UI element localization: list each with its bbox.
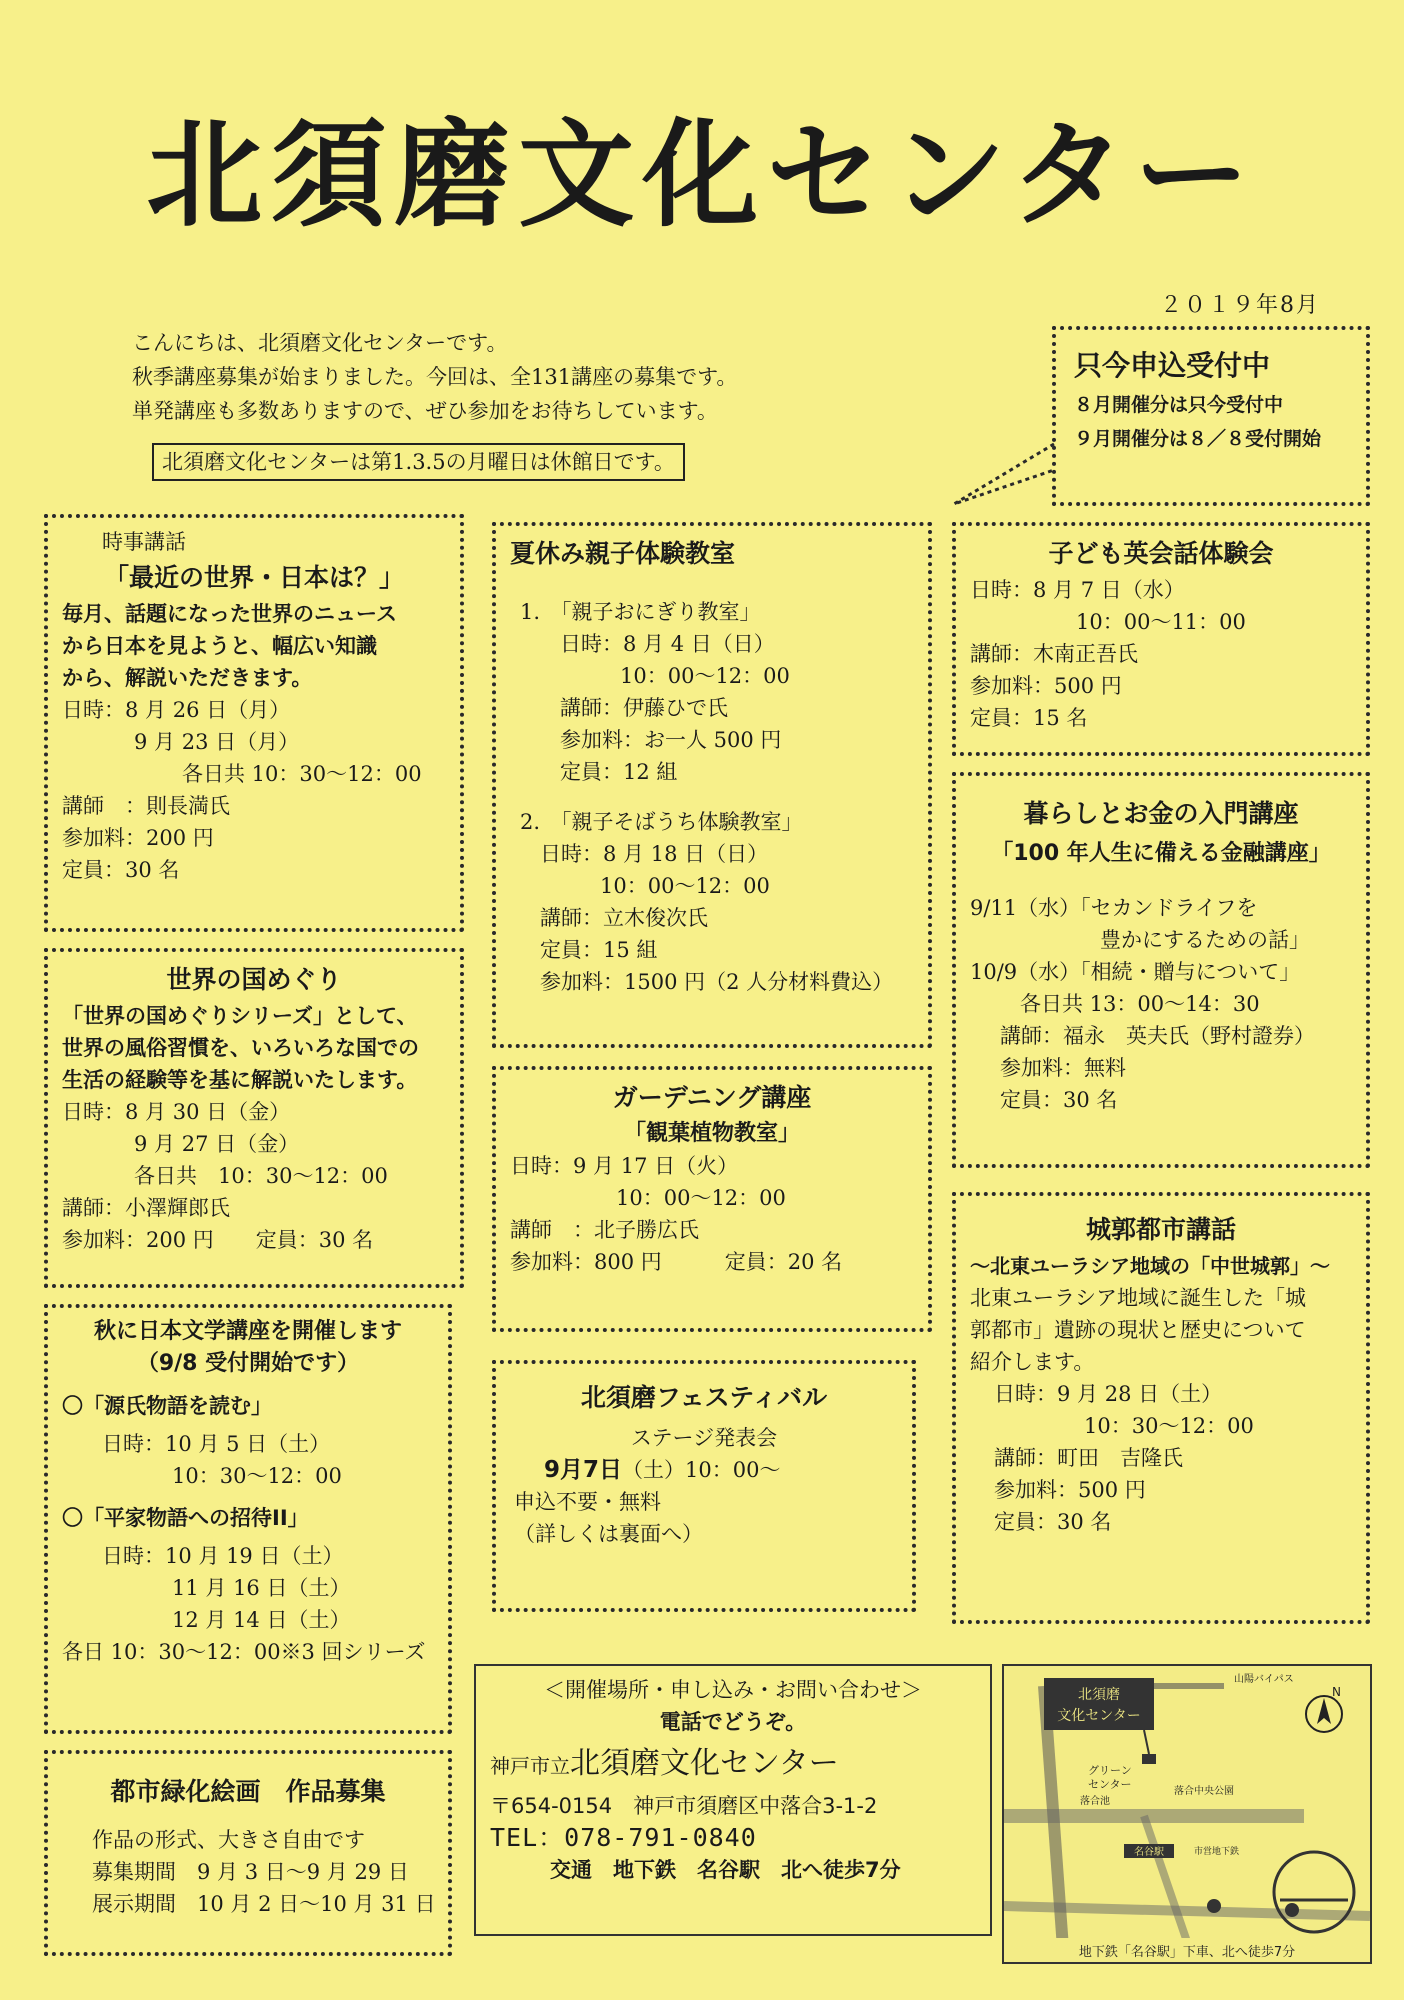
desc-line: 生活の経験等を基に解説いたします。 xyxy=(62,1068,418,1092)
event-date: 日時：9 月 17 日（火） xyxy=(510,1154,739,1178)
gardening-section xyxy=(492,1066,932,1332)
world-tour-section xyxy=(44,948,464,1288)
desc-line: 世界の風俗習慣を、いろいろな国での xyxy=(62,1036,419,1060)
event-time: 10：00〜12：00 xyxy=(616,1186,786,1210)
callout-line: ９月開催分は８／８受付開始 xyxy=(1074,428,1322,450)
fee-capacity: 参加料：200 円 定員：30 名 xyxy=(62,1228,374,1252)
lecturer: 講師：立木俊次氏 xyxy=(540,906,708,930)
access-map xyxy=(1002,1664,1372,1964)
org-name: 北須磨文化センター xyxy=(570,1746,839,1781)
event-date: 日時：8 月 18 日（日） xyxy=(540,842,769,866)
capacity: 定員：12 組 xyxy=(560,760,678,784)
desc-line: 北東ユーラシア地域に誕生した「城 xyxy=(970,1286,1306,1310)
section-subtitle: 「100 年人生に備える金融講座」 xyxy=(991,841,1331,866)
lecturer: 講師 ：北子勝広氏 xyxy=(510,1218,699,1242)
capacity: 定員：15 名 xyxy=(970,706,1088,730)
intro-line: 秋季講座募集が始まりました。今回は、全131講座の募集です。 xyxy=(132,365,738,389)
capacity: 定員：30 名 xyxy=(62,858,180,882)
section-title: 秋に日本文学講座を開催します xyxy=(93,1319,402,1344)
contact-access: 交通 地下鉄 名谷駅 北へ徒歩7分 xyxy=(550,1858,901,1882)
section-title: ガーデニング講座 xyxy=(612,1083,812,1112)
lecture-title: 2. 「親子そばうち体験教室」 xyxy=(520,810,803,834)
event-time: 各日共 13：00〜14：30 xyxy=(1020,992,1260,1016)
lecturer: 講師：小澤輝郎氏 xyxy=(62,1196,230,1220)
capacity: 定員：15 組 xyxy=(540,938,658,962)
closed-day-notice: 北須磨文化センターは第1.3.5の月曜日は休館日です。 xyxy=(152,443,685,481)
fee: 参加料：200 円 xyxy=(62,826,214,850)
section-title: 北須磨フェスティバル xyxy=(580,1383,828,1412)
desc-line: 「世界の国めぐりシリーズ」として、 xyxy=(62,1004,418,1028)
session-line: 9/11（水）「セカンドライフを xyxy=(970,896,1258,920)
event-time: 各日共 10：30〜12：00 xyxy=(182,762,422,786)
map-label-pond: 落合池 xyxy=(1080,1796,1110,1807)
north-label: N xyxy=(1332,1685,1341,1699)
kids-english-section xyxy=(952,522,1370,756)
event-time: 10：00〜12：00 xyxy=(620,664,790,688)
event-date: 日時：8 月 7 日（水） xyxy=(970,578,1185,602)
fee-capacity: 参加料：800 円 定員：20 名 xyxy=(510,1250,843,1274)
callout-title: 只今申込受付中 xyxy=(1074,349,1271,382)
event-date: 9 月 27 日（金） xyxy=(134,1132,300,1156)
lecturer: 講師 ：則長満氏 xyxy=(62,794,230,818)
map-label-station: 名谷駅 xyxy=(1134,1847,1164,1858)
desc-line: 毎月、話題になった世界のニュース xyxy=(62,602,397,626)
section-subtitle: 〜北東ユーラシア地域の「中世城郭」〜 xyxy=(970,1254,1330,1278)
lecture-title: 〇「平家物語への招待II」 xyxy=(62,1506,309,1530)
literature-section xyxy=(44,1304,452,1734)
event-date: 日時：9 月 28 日（土） xyxy=(994,1382,1223,1406)
capacity: 定員：30 名 xyxy=(994,1510,1112,1534)
festival-line: （詳しくは裏面へ） xyxy=(514,1522,703,1546)
session-line: 豊かにするための話」 xyxy=(1100,928,1310,952)
map-label-green: グリーン xyxy=(1088,1764,1132,1777)
fee: 参加料：お一人 500 円 xyxy=(560,728,782,752)
section-title: 夏休み親子体験教室 xyxy=(510,539,736,568)
event-date: 日時：10 月 19 日（土） xyxy=(102,1544,344,1568)
callout-line: ８月開催分は只今受付中 xyxy=(1074,394,1284,416)
event-date: 9 月 23 日（月） xyxy=(134,730,300,754)
event-note: 各日 10：30〜12：00※3 回シリーズ xyxy=(62,1640,426,1664)
painting-line: 作品の形式、大きさ自由です xyxy=(92,1828,365,1852)
lecturer: 講師：木南正吾氏 xyxy=(970,642,1138,666)
map-center-label: 文化センター xyxy=(1057,1708,1141,1724)
capacity: 定員：30 名 xyxy=(1000,1088,1118,1112)
summer-kids-section xyxy=(492,522,932,1048)
section-title: 「最近の世界・日本は？」 xyxy=(103,563,404,592)
event-time: 10：30〜12：00 xyxy=(172,1464,342,1488)
section-title: 都市緑化絵画 作品募集 xyxy=(110,1777,386,1806)
desc-line: から、解説いただきます。 xyxy=(62,666,313,690)
map-label-bypass: 山陽バイパス xyxy=(1234,1674,1294,1685)
org-prefix: 神戸市立 xyxy=(490,1754,570,1778)
intro-line: こんにちは、北須磨文化センターです。 xyxy=(132,331,508,355)
contact-address: 〒654-0154 神戸市須磨区中落合3-1-2 xyxy=(490,1794,878,1818)
painting-section xyxy=(44,1750,452,1956)
event-date: 日時：8 月 26 日（月） xyxy=(62,698,291,722)
event-date: 12 月 14 日（土） xyxy=(172,1608,351,1632)
section-title: 子ども英会話体験会 xyxy=(1048,539,1274,568)
map-center-label: 北須磨 xyxy=(1078,1687,1120,1703)
painting-line: 募集期間 9 月 3 日〜9 月 29 日 xyxy=(92,1860,409,1884)
fee: 参加料：500 円 xyxy=(994,1478,1146,1502)
event-date: 日時：10 月 5 日（土） xyxy=(102,1432,331,1456)
fee: 参加料：500 円 xyxy=(970,674,1122,698)
current-events-section xyxy=(44,514,464,932)
event-time: 10：00〜11：00 xyxy=(1076,610,1246,634)
page-title: 北須磨文化センター xyxy=(146,108,1258,243)
lecturer: 講師：福永 英夫氏（野村證券） xyxy=(1000,1024,1315,1048)
issue-date: ２０１９年8月 xyxy=(1160,293,1320,318)
map-label-subway: 市営地下鉄 xyxy=(1194,1847,1240,1857)
section-subtitle: ステージ発表会 xyxy=(630,1426,778,1450)
section-title: 城郭都市講話 xyxy=(1085,1215,1236,1244)
fee: 参加料：無料 xyxy=(1000,1056,1126,1080)
map-label-park: 落合中央公園 xyxy=(1174,1786,1234,1797)
event-date: 日時：8 月 4 日（日） xyxy=(560,632,775,656)
section-subtitle: （9/8 受付開始です） xyxy=(136,1351,360,1376)
fee: 参加料：1500 円（2 人分材料費込） xyxy=(540,970,894,994)
section-subtitle: 「観葉植物教室」 xyxy=(623,1121,800,1146)
center-marker xyxy=(1142,1754,1156,1764)
lecturer: 講師：町田 吉隆氏 xyxy=(994,1446,1183,1470)
contact-tel[interactable]: TEL：078-791-0840 xyxy=(490,1823,757,1852)
festival-time: （土）10：00〜 xyxy=(622,1458,781,1482)
castle-section xyxy=(952,1192,1370,1624)
section-label: 時事講話 xyxy=(102,530,186,554)
session-line: 10/9（水）「相続・贈与について」 xyxy=(970,960,1301,984)
desc-line: から日本を見ようと、幅広い知識 xyxy=(62,634,377,658)
application-callout xyxy=(1052,326,1370,506)
contact-line: ＜開催場所・申し込み・お問い合わせ＞ xyxy=(544,1678,922,1702)
lecture-title: 〇「源氏物語を読む」 xyxy=(62,1394,272,1418)
intro-text xyxy=(132,326,737,428)
section-title: 世界の国めぐり xyxy=(166,965,342,994)
festival-section xyxy=(492,1360,916,1612)
festival-line: 申込不要・無料 xyxy=(514,1490,661,1514)
event-time: 各日共 10：30〜12：00 xyxy=(134,1164,388,1188)
contact-box xyxy=(474,1664,992,1936)
painting-line: 展示期間 10 月 2 日〜10 月 31 日 xyxy=(92,1892,436,1916)
callout-pointer xyxy=(950,440,1060,510)
desc-line: 郭都市」遺跡の現状と歴史について xyxy=(970,1318,1306,1342)
desc-line: 紹介します。 xyxy=(970,1350,1095,1374)
money-section xyxy=(952,772,1370,1168)
event-date: 日時：8 月 30 日（金） xyxy=(62,1100,291,1124)
festival-date: 9月7日 xyxy=(544,1457,623,1483)
contact-line: 電話でどうぞ。 xyxy=(659,1710,807,1734)
map-label-green: センター xyxy=(1088,1778,1132,1791)
event-time: 10：00〜12：00 xyxy=(600,874,770,898)
event-time: 10：30〜12：00 xyxy=(1084,1414,1254,1438)
lecturer: 講師：伊藤ひで氏 xyxy=(560,696,728,720)
event-date: 11 月 16 日（土） xyxy=(172,1576,351,1600)
lecture-title: 1. 「親子おにぎり教室」 xyxy=(520,600,761,624)
section-title: 暮らしとお金の入門講座 xyxy=(1023,799,1299,828)
intro-line: 単発講座も多数ありますので、ぜひ参加をお待ちしています。 xyxy=(132,399,718,423)
map-note: 地下鉄「名谷駅」下車、北へ徒歩7分 xyxy=(1078,1945,1296,1960)
